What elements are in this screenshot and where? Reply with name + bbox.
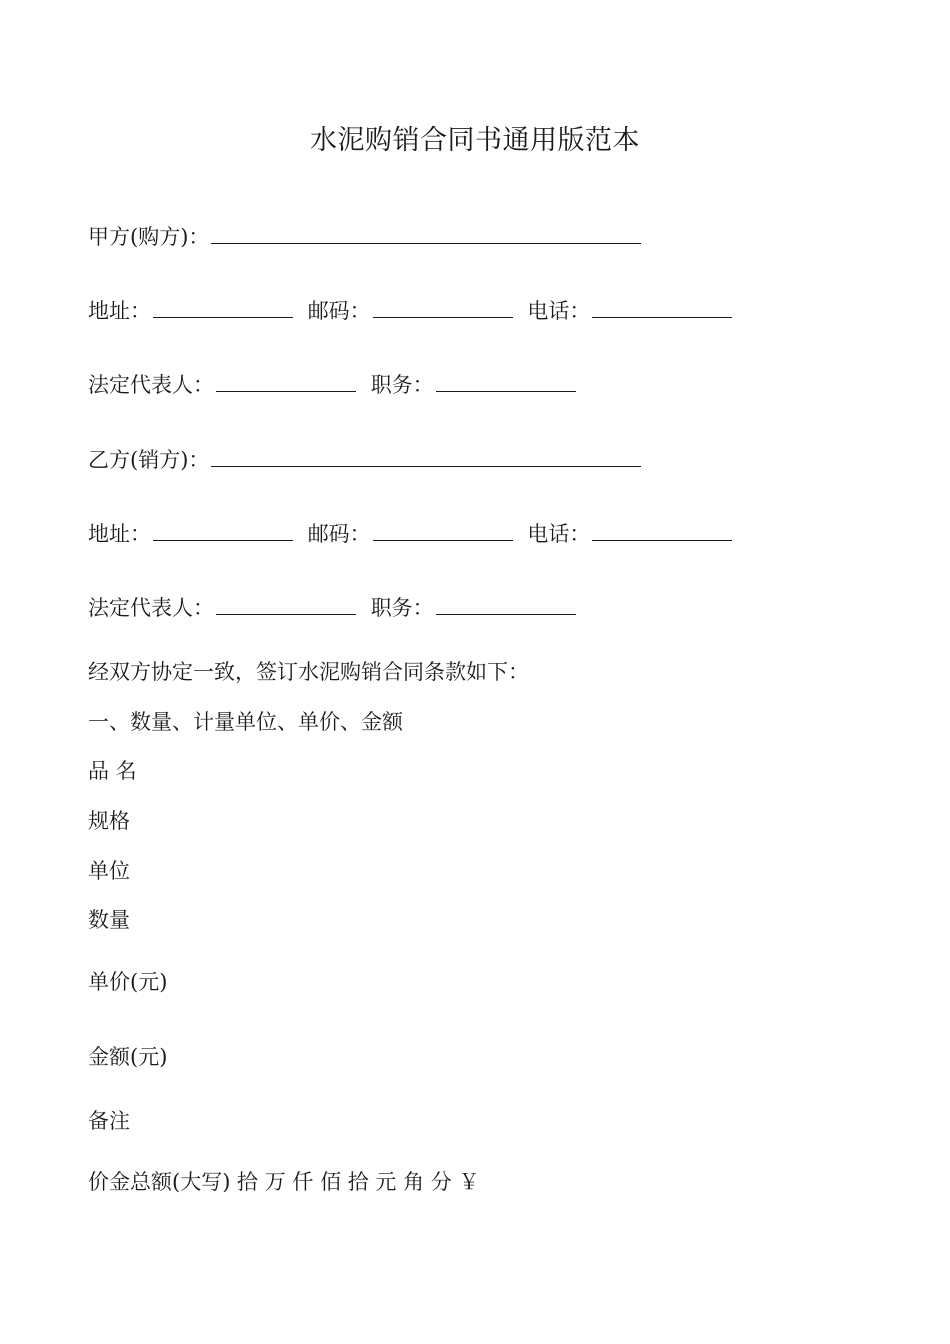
party-b-label: 乙方(销方)： — [88, 448, 210, 472]
party-b-phone-blank[interactable] — [592, 520, 732, 541]
field-remarks: 备注 — [88, 1109, 130, 1133]
party-a-postcode-label: 邮码： — [307, 299, 371, 323]
party-a-rep-line — [88, 370, 584, 400]
party-b-position-label: 职务： — [370, 596, 434, 620]
party-b-address-label: 地址： — [88, 522, 151, 546]
document-title: 水泥购销合同书通用版范本 — [310, 125, 640, 156]
party-a-position-blank[interactable] — [436, 371, 576, 392]
section-1-heading: 一、数量、计量单位、单价、金额 — [88, 710, 403, 734]
total-amount-line: 价金总额(大写) 拾 万 仟 佰 拾 元 角 分 ￥ — [88, 1170, 480, 1194]
party-b-rep-blank[interactable] — [216, 594, 356, 615]
intro-paragraph: 经双方协定一致，签订水泥购销合同条款如下： — [88, 660, 529, 684]
party-b-address-blank[interactable] — [153, 520, 293, 541]
party-a-contact-line — [88, 296, 740, 326]
party-b-postcode-blank[interactable] — [373, 520, 513, 541]
party-b-rep-label: 法定代表人： — [88, 596, 214, 620]
field-spec: 规格 — [88, 809, 130, 833]
party-b-line — [88, 445, 649, 475]
field-quantity: 数量 — [88, 908, 130, 932]
party-a-postcode-blank[interactable] — [373, 297, 513, 318]
field-product-name: 品 名 — [88, 759, 137, 783]
party-a-phone-blank[interactable] — [592, 297, 732, 318]
party-b-position-blank[interactable] — [436, 594, 576, 615]
party-a-phone-label: 电话： — [527, 299, 591, 323]
field-unit: 单位 — [88, 859, 130, 883]
party-a-rep-blank[interactable] — [216, 371, 356, 392]
party-a-address-blank[interactable] — [153, 297, 293, 318]
party-a-line — [88, 222, 649, 252]
party-b-contact-line — [88, 519, 740, 549]
party-b-postcode-label: 邮码： — [307, 522, 371, 546]
party-b-phone-label: 电话： — [527, 522, 591, 546]
party-a-rep-label: 法定代表人： — [88, 373, 214, 397]
field-unit-price: 单价(元) — [88, 970, 168, 994]
party-b-name-blank[interactable] — [211, 446, 641, 467]
party-a-label: 甲方(购方)： — [88, 225, 210, 249]
party-a-name-blank[interactable] — [211, 223, 641, 244]
field-amount: 金额(元) — [88, 1045, 168, 1069]
party-b-rep-line — [88, 593, 584, 623]
party-a-position-label: 职务： — [370, 373, 434, 397]
party-a-address-label: 地址： — [88, 299, 151, 323]
